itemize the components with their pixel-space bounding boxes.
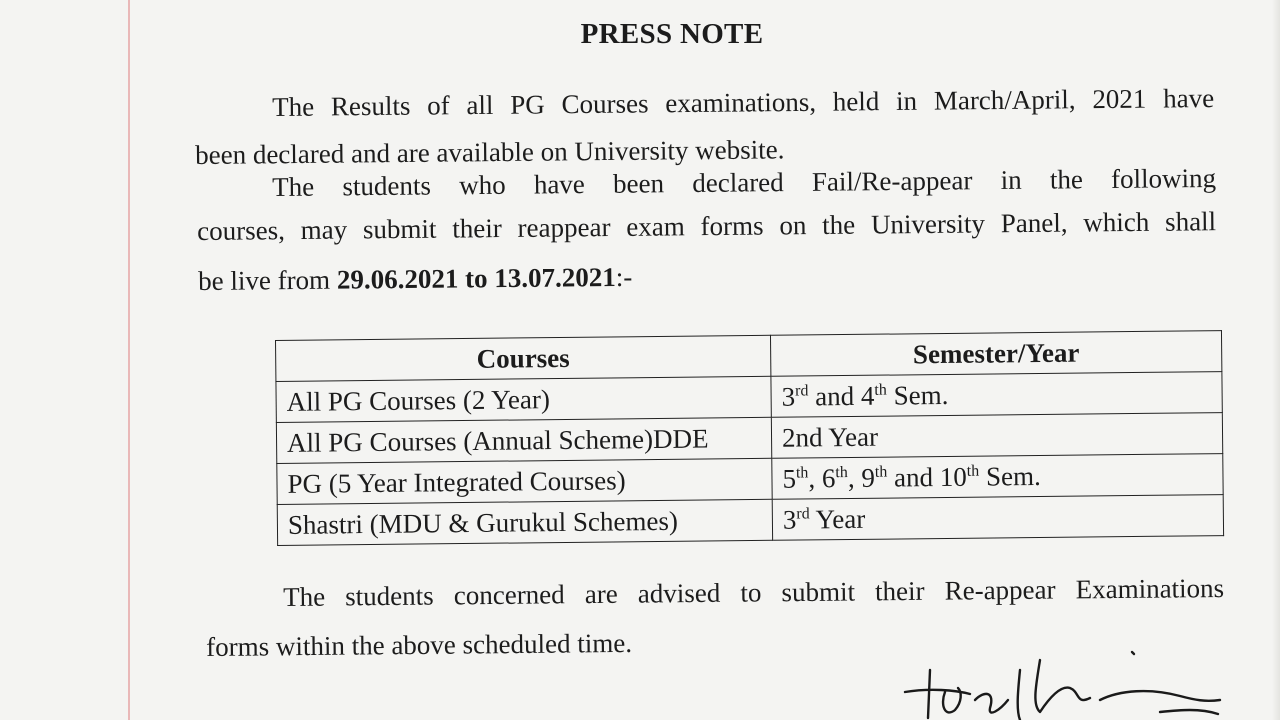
semester-cell: 5th, 6th, 9th and 10th Sem. [772, 454, 1223, 500]
para3-line1: The students concerned are advised to submit their Re-appear Examinations [283, 572, 1225, 612]
course-cell: Shastri (MDU & Gurukul Schemes) [277, 499, 772, 545]
header-semester-year: Semester/Year [770, 331, 1221, 377]
ordinal-suffix: rd [796, 504, 810, 523]
date-range: 29.06.2021 to 13.07.2021 [336, 261, 616, 295]
para2-line1: The students who have been declared Fail/Re-appear in the following [272, 162, 1217, 202]
semester-cell: 3rd and 4th Sem. [771, 372, 1222, 418]
signature [900, 630, 1230, 720]
header-courses: Courses [276, 335, 771, 381]
ordinal-suffix: th [966, 462, 980, 480]
para2-line3-suffix: :- [615, 261, 633, 292]
margin-line [128, 0, 130, 720]
para1-line2: been declared and are available on University website. [195, 134, 785, 170]
course-cell: All PG Courses (2 Year) [276, 376, 771, 422]
semester-cell: 2nd Year [771, 413, 1222, 459]
semester-cell: 3rd Year [772, 495, 1223, 541]
ordinal-suffix: th [874, 463, 888, 481]
courses-table [275, 330, 1224, 546]
ordinal-suffix: rd [794, 381, 809, 400]
ordinal-suffix: th [795, 463, 809, 482]
page-edge [1272, 0, 1280, 720]
page-title: PRESS NOTE [580, 18, 764, 50]
course-cell: All PG Courses (Annual Scheme)DDE [276, 417, 771, 463]
para1-line1: The Results of all PG Courses examinations, held in March/April, 2021 have [272, 82, 1215, 122]
ordinal-suffix: th [874, 381, 887, 399]
table-row [277, 495, 1223, 546]
para2-line3 [198, 262, 632, 297]
ordinal-suffix: th [835, 463, 848, 481]
para2-line2: courses, may submit their reappear exam forms on the University Panel, which shall [197, 206, 1217, 246]
para2-line3-prefix: be live from [198, 264, 338, 296]
course-cell: PG (5 Year Integrated Courses) [277, 458, 772, 504]
para3-line2: forms within the above scheduled time. [206, 627, 633, 662]
